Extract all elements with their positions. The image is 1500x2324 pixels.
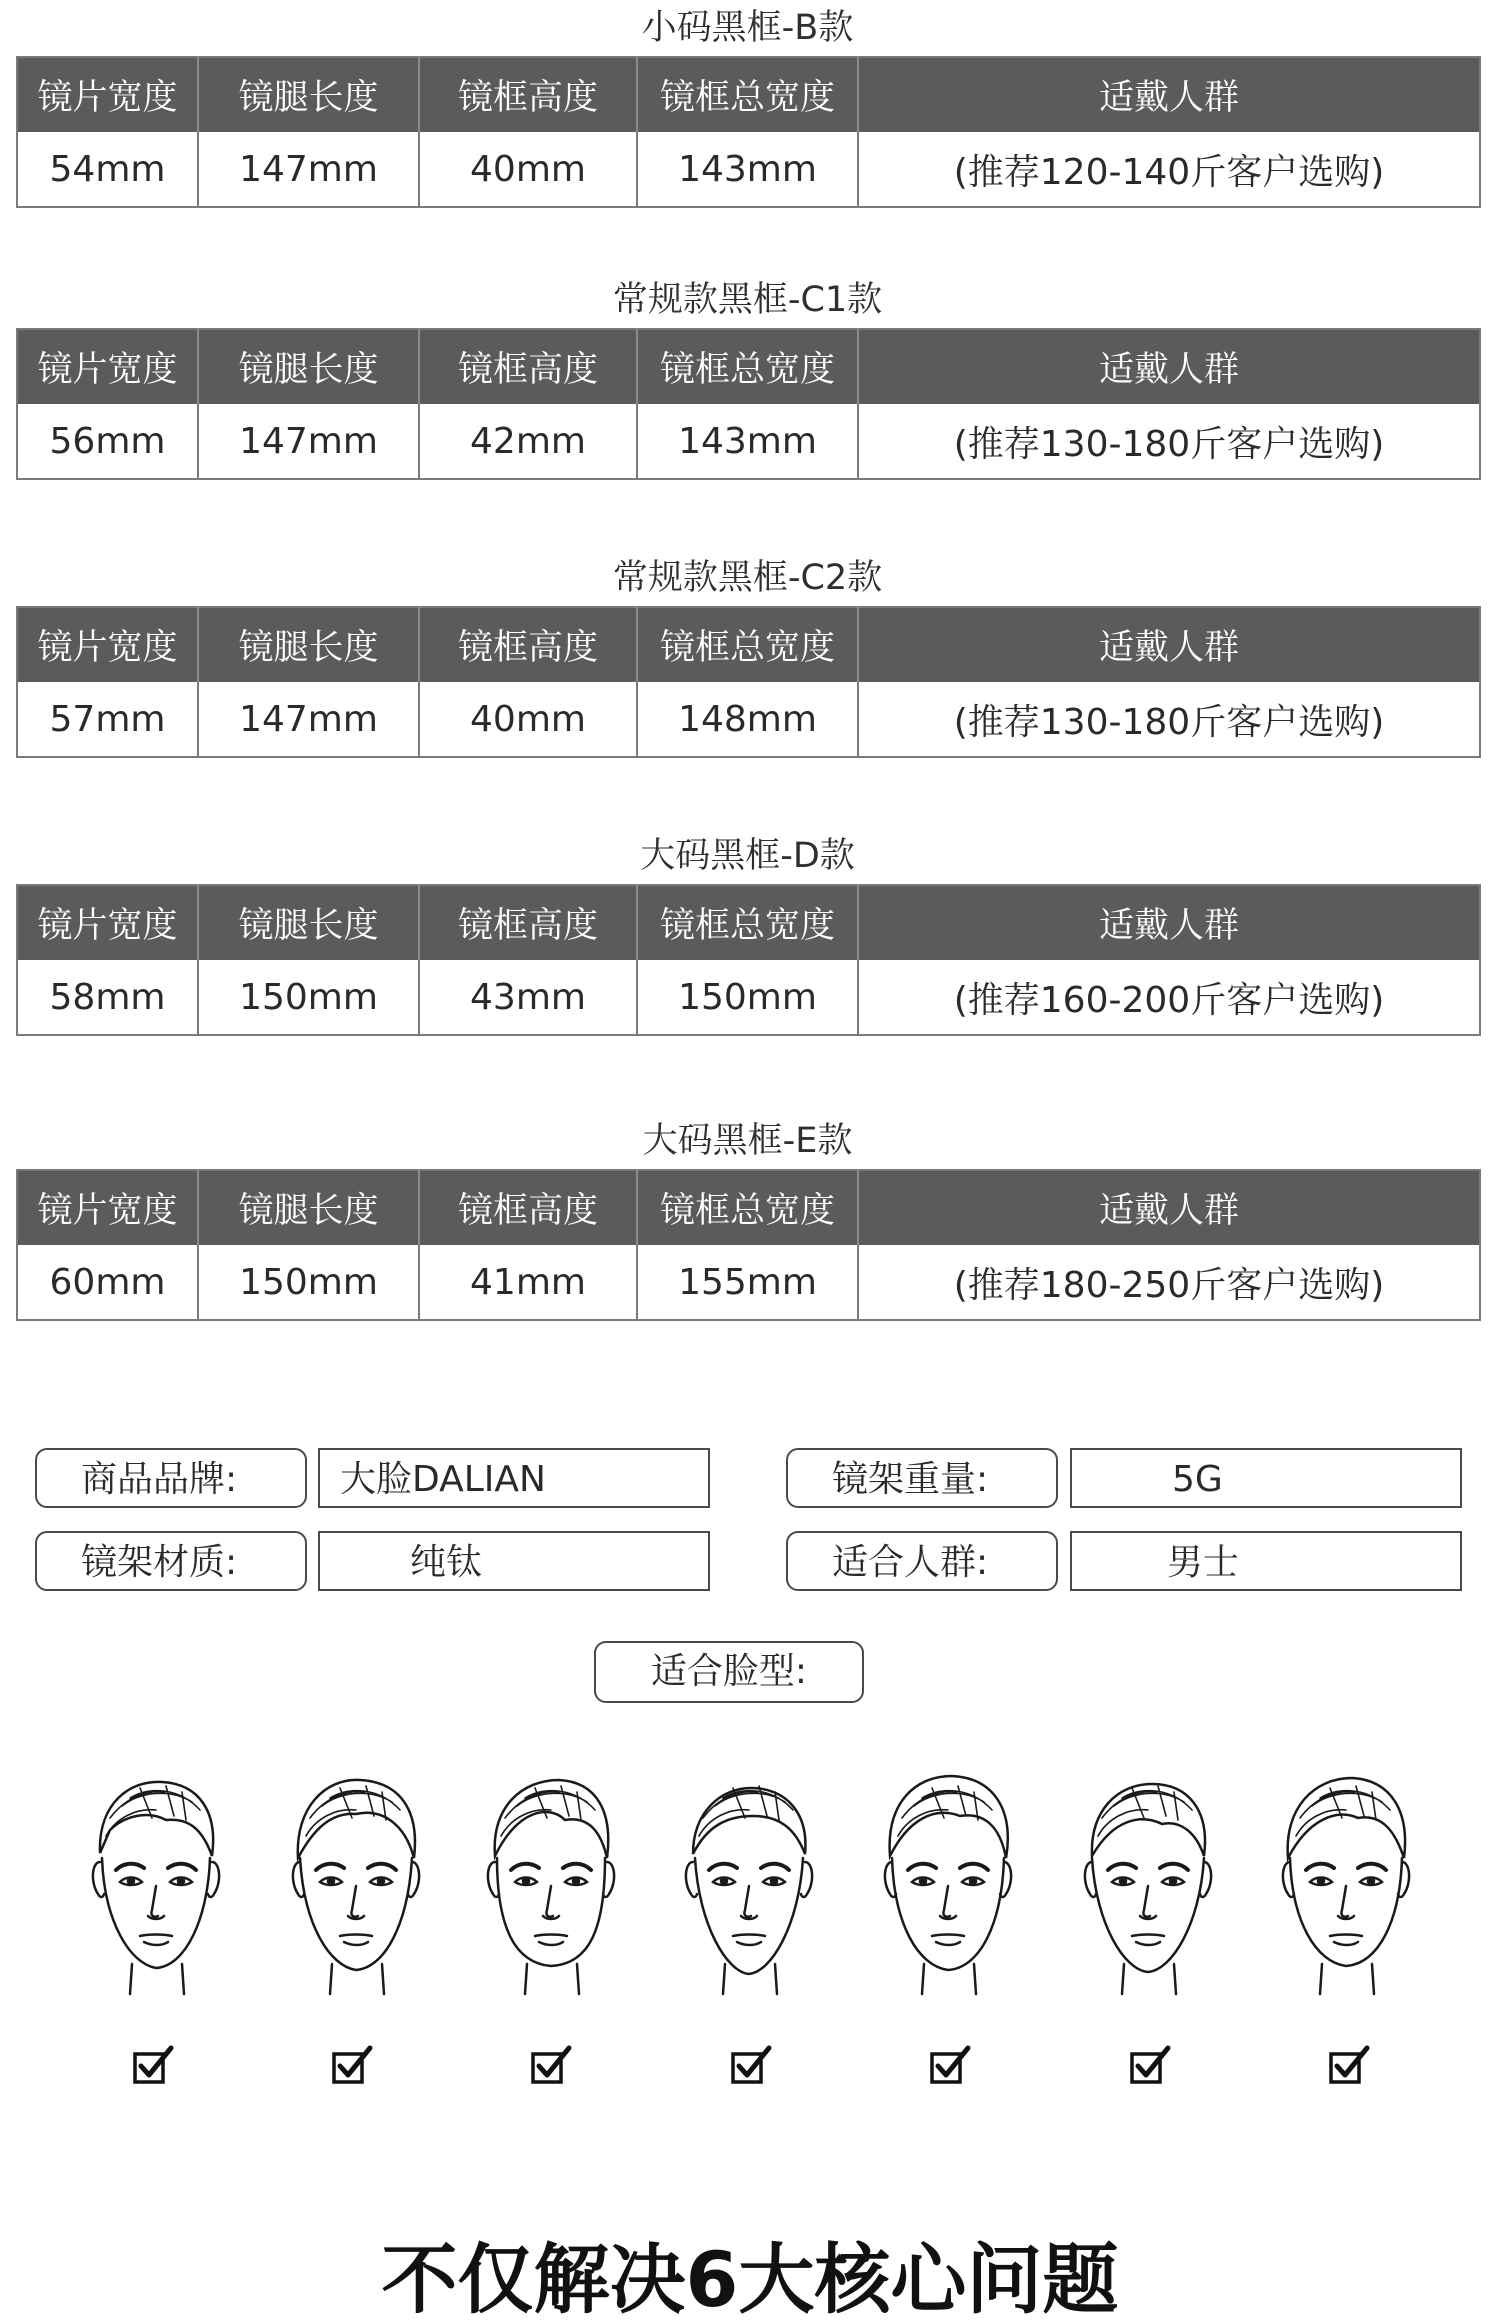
spec-value-cell: 60mm: [17, 1245, 198, 1320]
spec-header-row: [17, 1170, 1480, 1245]
spec-value-row: [17, 404, 1480, 479]
spec-value-cell: 148mm: [637, 682, 858, 757]
spec-header-cell: 镜框高度: [419, 329, 637, 404]
spec-value-cell: 40mm: [419, 132, 637, 207]
spec-value-cell: 56mm: [17, 404, 198, 479]
spec-value-row: [17, 1245, 1480, 1320]
spec-header-row: [17, 607, 1480, 682]
spec-header-cell: 镜框高度: [419, 57, 637, 132]
spec-header-cell: 镜腿长度: [198, 1170, 419, 1245]
spec-value-cell: 147mm: [198, 132, 419, 207]
bottom-headline: 不仅解决6大核心问题: [381, 2235, 1119, 2324]
spec-value-row: [17, 960, 1480, 1035]
spec-table: [16, 606, 1481, 758]
spec-header-cell: 适戴人群: [858, 885, 1480, 960]
spec-title: 小码黑框-B款: [641, 8, 854, 48]
spec-header-cell: 适戴人群: [858, 57, 1480, 132]
material-label: 镜架材质:: [35, 1531, 307, 1591]
spec-value-cell: (推荐180-250斤客户选购): [858, 1245, 1480, 1320]
spec-header-cell: 镜框总宽度: [637, 607, 858, 682]
spec-header-cell: 镜腿长度: [198, 57, 419, 132]
spec-value-cell: (推荐120-140斤客户选购): [858, 132, 1480, 207]
weight-value: 5G: [1070, 1448, 1462, 1508]
spec-header-cell: 适戴人群: [858, 1170, 1480, 1245]
checkbox-checked-icon: [529, 2042, 575, 2088]
spec-header-cell: 镜腿长度: [198, 607, 419, 682]
male-face-sketch-icon: [70, 1758, 240, 1998]
weight-label: 镜架重量:: [786, 1448, 1058, 1508]
checkbox-checked-icon: [330, 2042, 376, 2088]
spec-value-cell: (推荐160-200斤客户选购): [858, 960, 1480, 1035]
spec-header-cell: 镜片宽度: [17, 1170, 198, 1245]
spec-value-cell: 43mm: [419, 960, 637, 1035]
spec-header-cell: 镜框总宽度: [637, 57, 858, 132]
spec-value-cell: 150mm: [198, 1245, 419, 1320]
spec-title: 常规款黑框-C2款: [612, 558, 883, 598]
spec-value-cell: 147mm: [198, 404, 419, 479]
spec-value-cell: 57mm: [17, 682, 198, 757]
spec-value-cell: 58mm: [17, 960, 198, 1035]
spec-value-cell: 41mm: [419, 1245, 637, 1320]
spec-value-cell: 155mm: [637, 1245, 858, 1320]
checkbox-checked-icon: [729, 2042, 775, 2088]
spec-table: [16, 884, 1481, 1036]
spec-value-row: [17, 682, 1480, 757]
male-face-sketch-icon: [1260, 1758, 1430, 1998]
male-face-sketch-icon: [270, 1758, 440, 1998]
material-value: 纯钛: [318, 1531, 710, 1591]
spec-header-cell: 适戴人群: [858, 329, 1480, 404]
checkbox-checked-icon: [131, 2042, 177, 2088]
spec-header-cell: 镜片宽度: [17, 329, 198, 404]
spec-header-row: [17, 885, 1480, 960]
spec-header-cell: 镜框高度: [419, 1170, 637, 1245]
spec-value-cell: (推荐130-180斤客户选购): [858, 682, 1480, 757]
audience-label: 适合人群:: [786, 1531, 1058, 1591]
spec-title: 大码黑框-D款: [640, 836, 855, 876]
spec-table: [16, 328, 1481, 480]
spec-table: [16, 56, 1481, 208]
checkbox-checked-icon: [928, 2042, 974, 2088]
brand-label: 商品品牌:: [35, 1448, 307, 1508]
spec-header-cell: 镜片宽度: [17, 885, 198, 960]
spec-header-cell: 镜腿长度: [198, 329, 419, 404]
audience-value: 男士: [1070, 1531, 1462, 1591]
spec-header-cell: 适戴人群: [858, 607, 1480, 682]
spec-title: 常规款黑框-C1款: [612, 280, 883, 320]
brand-value: 大脸DALIAN: [318, 1448, 710, 1508]
spec-value-cell: 143mm: [637, 132, 858, 207]
spec-header-cell: 镜框总宽度: [637, 329, 858, 404]
spec-value-cell: 40mm: [419, 682, 637, 757]
spec-value-cell: 143mm: [637, 404, 858, 479]
spec-table: [16, 1169, 1481, 1321]
face-shape-title: 适合脸型:: [594, 1641, 864, 1703]
male-face-sketch-icon: [465, 1758, 635, 1998]
spec-title: 大码黑框-E款: [642, 1121, 853, 1161]
spec-value-cell: 54mm: [17, 132, 198, 207]
spec-value-cell: 150mm: [198, 960, 419, 1035]
spec-header-cell: 镜片宽度: [17, 57, 198, 132]
spec-header-cell: 镜框高度: [419, 607, 637, 682]
spec-header-cell: 镜框总宽度: [637, 1170, 858, 1245]
spec-header-row: [17, 329, 1480, 404]
spec-value-row: [17, 132, 1480, 207]
spec-header-cell: 镜框总宽度: [637, 885, 858, 960]
spec-header-row: [17, 57, 1480, 132]
checkbox-checked-icon: [1128, 2042, 1174, 2088]
checkbox-checked-icon: [1327, 2042, 1373, 2088]
male-face-sketch-icon: [663, 1758, 833, 1998]
male-face-sketch-icon: [1062, 1758, 1232, 1998]
male-face-sketch-icon: [862, 1758, 1032, 1998]
spec-value-cell: (推荐130-180斤客户选购): [858, 404, 1480, 479]
spec-header-cell: 镜腿长度: [198, 885, 419, 960]
spec-header-cell: 镜框高度: [419, 885, 637, 960]
spec-value-cell: 147mm: [198, 682, 419, 757]
spec-value-cell: 150mm: [637, 960, 858, 1035]
spec-value-cell: 42mm: [419, 404, 637, 479]
spec-header-cell: 镜片宽度: [17, 607, 198, 682]
